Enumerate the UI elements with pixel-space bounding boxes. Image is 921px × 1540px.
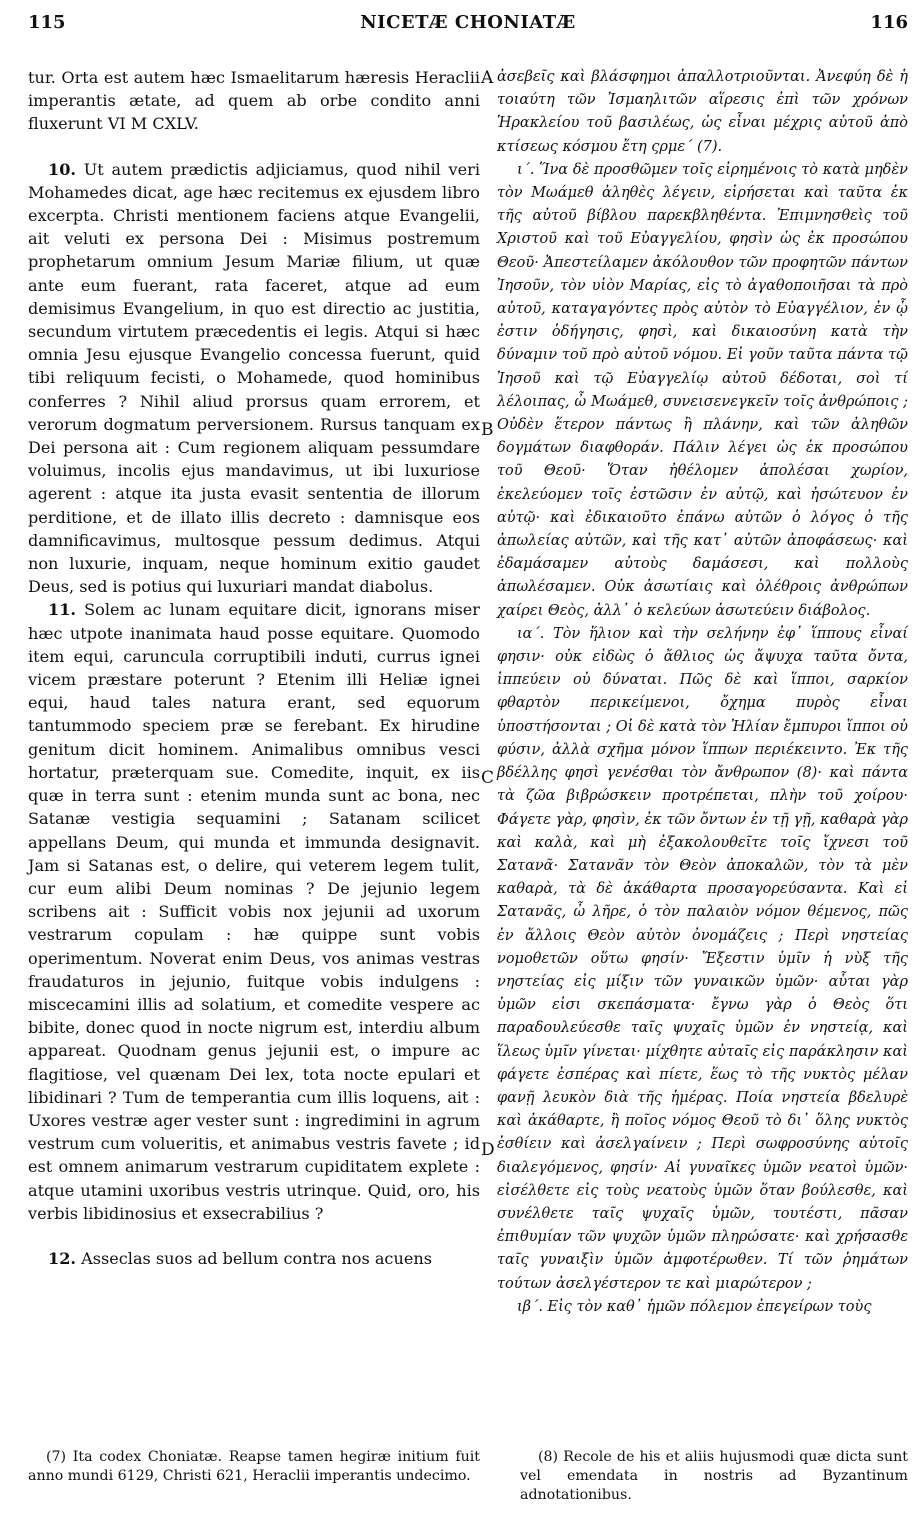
running-header [28, 12, 908, 38]
latin-paragraph-1: tur. Orta est autem hæc Ismaelitarum hæresis Heraclii imperantis ætate, ad quem ab orbe condito anni fluxerunt VI M CXLV. [28, 68, 480, 134]
latin-paragraph-10-text: Ut autem prædictis adjiciamus, quod nihil veri Mohamedes dicat, age hæc recitemus ex ejusdem libro excerpta. Christi mentionem faciens atque Evangelii, ait veluti ex persona Dei : Misimus postremum prophetarum omnium Jesum Mariæ filium, ut quæ ante eum fuerant, rata faceret, atque ad eum demisimus Evangelium, in quo est directio ac justitia, secundum virtutem præcedentis ei legis. Atqui si hæc omnia Jesu ejusque Evangelio concessa fuerunt, quid tibi reliquum fecisti, o Mohamede, quod hominibus conferres ? Nihil aliud prorsus quam errorem, et verorum dogmatum perversionem. Rursus tanquam ex Dei persona ait : Cum regionem aliquam pessumdare voluimus, incolis ejus mandavimus, ut ibi luxuriose agerent : atque ita justa evasit sententia de illorum perditione, et de illato illis decreto : damnisque eos damnificavimus, multosque pessum dedimus. Atqui non luxurie, inquam, neque hominum exitio gaudet Deus, sed is potius qui luxuriari mandat diabolus. [28, 159, 480, 597]
greek-paragraph-12: ιβ΄. Εἰς τὸν καθ᾽ ἡμῶν πόλεμον ἐπεγείρων τοὺς [517, 1298, 872, 1315]
margin-marker-b: B [481, 420, 494, 440]
margin-marker-d: D [481, 1140, 495, 1160]
latin-paragraph-10 [28, 158, 480, 599]
latin-paragraph-11 [28, 598, 480, 1224]
greek-paragraph-11: ια΄. Τὸν ἥλιον καὶ τὴν σελήνην ἐφ᾽ ἵππους εἶναί φησιν· οὐκ εἰδὼς ὁ ἄθλιος ὡς ἄψυχα ταῦτα ὄντα, ἱππεύειν οὐ δύναται. Πῶς δὲ καὶ ἵπποι, σαρκίον φθαρτὸν περικείμενοι, ὄχημα πυρὸς εἶναι ὑποστήσονται ; Οἱ δὲ κατὰ τὸν Ἠλίαν ἔμπυροι ἵπποι οὐ φύσιν, ἀλλὰ σχῆμα μόνον ἵππων περιέκειντο. Ἐκ τῆς βδέλλης φησὶ γενέσθαι τὸν ἄνθρωπον (8)· καὶ πάντα τὰ ζῶα βιβρώσκειν προτρέπεται, πλὴν τοῦ χοίρου· Φάγετε γὰρ, φησὶν, ἐκ τῶν ὄντων ἐν τῇ γῇ, καθαρὰ γὰρ καὶ καλὰ, καὶ μὴ ἐξακολουθεῖτε τοῖς ἴχνεσι τοῦ Σατανᾶ· Σατανᾶν τὸν Θεὸν ἀποκαλῶν, τὸν τὰ μὲν καθαρὰ, τὰ δὲ ἀκάθαρτα προσαγορεύσαντα. Καὶ εἰ Σατανᾶς, ὦ λῆρε, ὁ τὸν παλαιὸν νόμον θέμενος, πῶς ἐν ἄλλοις Θεὸν αὐτὸν ὀνομάζεις ; Περὶ νηστείας νομοθετῶν οὕτω φησίν· Ἔξεστιν ὑμῖν ἡ νὺξ τῆς νηστείας εἰς μίξιν τῶν γυναικῶν ὑμῶν· αὗται γὰρ ὑμῶν εἰσι σκεπάσματα· ἔγνω γὰρ ὁ Θεὸς ὅτι παραδουλεύεσθε ταῖς ψυχαῖς ὑμῶν ἐν νηστείᾳ, καὶ ἵλεως ὑμῖν γίνεται· μίχθητε αὐταῖς εἰς παράκλησιν καὶ φάγετε ἑσπέρας καὶ πίετε, ἕως τὸ τῆς νυκτὸς μέλαν φανῇ λευκὸν διὰ τῆς ἡμέρας. Ποία νηστεία βδελυρὲ καὶ ἀκάθαρτε, ἢ ποῖος νόμος Θεοῦ τὸ δι᾽ ὅλης νυκτὸς ἐσθίειν καὶ ἀσελγαίνειν ; Περὶ σωφροσύνης αὐτοῖς διαλεγόμενος, φησίν· Αἱ γυναῖκες ὑμῶν νεατοὶ ὑμῶν· εἰσέλθετε εἰς τοὺς νεατοὺς ὑμῶν ὅταν βούλεσθε, καὶ συνέλθετε ταῖς ψυχαῖς ὑμῶν, τουτέστι, πᾶσαν ἐπιθυμίαν τῶν ψυχῶν ὑμῶν πληρώσατε· καὶ χρήσασθε ταῖς γυναιξὶν ὑμῶν ἀμφοτέρωθεν. Τί τῶν ῥημάτων τούτων ἀσελγέστερον τε καὶ μιαρώτερον ; [497, 625, 908, 1292]
latin-column [28, 66, 480, 1270]
section-number-10: 10. [48, 159, 76, 179]
latin-paragraph-12-text: Asseclas suos ad bellum contra nos acuens [76, 1248, 432, 1268]
margin-marker-a: A [481, 68, 494, 88]
footnote-8-text: (8) Recole de his et aliis hujusmodi quæ dicta sunt vel emendata in nostris ad Byzantinum adnotationibus. [520, 1449, 908, 1503]
section-number-12: 12. [48, 1248, 76, 1268]
footnote-8 [520, 1448, 908, 1505]
section-number-11: 11. [48, 600, 76, 620]
greek-paragraph-1: ἀσεβεῖς καὶ βλάσφημοι ἀπαλλοτριοῦνται. Ἀνεφύη δὲ ἡ τοιαύτη τῶν Ἰσμαηλιτῶν αἵρεσις ἐπὶ τῶν χρόνων Ἡρακλείου τοῦ βασιλέως, ὡς εἶναι μέχρις αὐτοῦ ἀπὸ κτίσεως κόσμου ἔτη ςρμε΄ (7). [497, 69, 908, 155]
latin-paragraph-12 [28, 1247, 480, 1270]
margin-marker-c: C [481, 768, 495, 788]
running-title: NICETÆ CHONIATÆ [360, 12, 576, 33]
footnote-7-text: (7) Ita codex Choniatæ. Reapse tamen hegiræ initium fuit anno mundi 6129, Christi 621, Heraclii imperantis undecimo. [28, 1449, 480, 1484]
footnote-7 [28, 1448, 480, 1486]
latin-paragraph-11-text: Solem ac lunam equitare dicit, ignorans miser hæc utpote inanimata haud posse equitare. Quomodo item equi, carunculа corruptibili induti, currus ignei vicem præstare poterunt ? Etenim illi Heliæ ignei equi, haud tales natura erant, sed equorum tantummodo speciem præ se ferebant. Ex hirudine genitum dicit hominem. Animalibus omnibus vesci hortatur, præterquam sue. Comedite, inquit, ex iis quæ in terra sunt : etenim munda sunt ac bona, nec Satanæ vestigia sequamini ; Satanam scilicet appellans Deum, qui munda et immunda designavit. Jam si Satanas est, o delire, qui veterem legem tulit, cur eum alibi Deum nominas ? De jejunio legem scribens ait : Sufficit vobis nox jejunii ad uxorum vestrarum copulam : hæ quippe sunt vobis operimentum. Noverat enim Deus, vos animas vestras fraudaturos in jejunio, fuitque vobis indulgens : miscecamini illis ad solatium, et comedite vespere ac bibite, donec quod in nocte nigrum est, interdiu album appareat. Quodnam genus jejunii est, o impure ac flagitiose, vel quænam Dei lex, tota nocte epulari et libidinari ? Tum de temperantia cum illis loquens, ait : Uxores vestræ ager vester sunt : ingredimini in agrum vestrum cum volueritis, et animabus vestris favete ; id est omnem animarum vestrarum cupiditatem explete : atque utamini uxoribus vestris utrinque. Quid, oro, his verbis libidinosius et exsecrabilius ? [28, 600, 480, 1223]
greek-paragraph-10: ι΄. Ἵνα δὲ προσθῶμεν τοῖς εἰρημένοις τὸ κατὰ μηδὲν τὸν Μωάμεθ ἀληθὲς λέγειν, εἰρήσεται καὶ ταῦτα ἐκ τῆς αὐτοῦ βίβλου παρεκβληθέντα. Ἐπιμνησθεὶς τοῦ Χριστοῦ καὶ τοῦ Εὐαγγελίου, φησὶν ὡς ἐκ προσώπου Θεοῦ· Ἀπεστείλαμεν ἀκόλουθον τῶν προφητῶν πάντων Ἰησοῦν, τὸν υἱὸν Μαρίας, εἰς τὸ ἀγαθοποιῆσαι τὰ πρὸ αὐτοῦ, καταγαγόντες πρὸς αὐτὸν τὸ Εὐαγγέλιον, ἐν ᾧ ἐστιν ὁδήγησις, φησὶ, καὶ δικαιοσύνη κατὰ τὴν δύναμιν τοῦ πρὸ αὐτοῦ νόμου. Εἰ γοῦν ταῦτα πάντα τῷ Ἰησοῦ καὶ τῷ Εὐαγγελίῳ αὐτοῦ δέδοται, σοὶ τί λέλοιπας, ὦ Μωάμεθ, συνεισενεγκεῖν τοῖς ἀνθρώποις ; Οὐδὲν ἕτερον πάντως ἢ πλάνην, καὶ τῶν ἀληθῶν δογμάτων διαφθοράν. Πάλιν λέγει ὡς ἐκ προσώπου τοῦ Θεοῦ· Ὅταν ἠθέλομεν ἀπολέσαι χωρίον, ἐκελεύομεν τοῖς ἐστῶσιν ἐν αὐτῷ, καὶ ἠσώτευον ἐν αὐτῷ· καὶ ἐδικαιοῦτο ἐπάνω αὐτῶν ὁ λόγος ὁ τῆς ἀπωλείας αὐτῶν, καὶ τῆς κατ᾽ αὐτῶν ἀποφάσεως· καὶ ἐδαμάσαμεν αὐτοὺς δαμάσεσι, καὶ πολλοὺς ἀπωλέσαμεν. Οὐκ ἀσωτίαις καὶ ὀλέθροις ἀνθρώπων χαίρει Θεὸς, ἀλλ᾽ ὁ κελεύων ἀσωτεύειν διάβολος. [497, 161, 908, 619]
page-number-left: 115 [28, 12, 66, 33]
greek-column [497, 66, 908, 1319]
page-number-right: 116 [870, 12, 908, 33]
